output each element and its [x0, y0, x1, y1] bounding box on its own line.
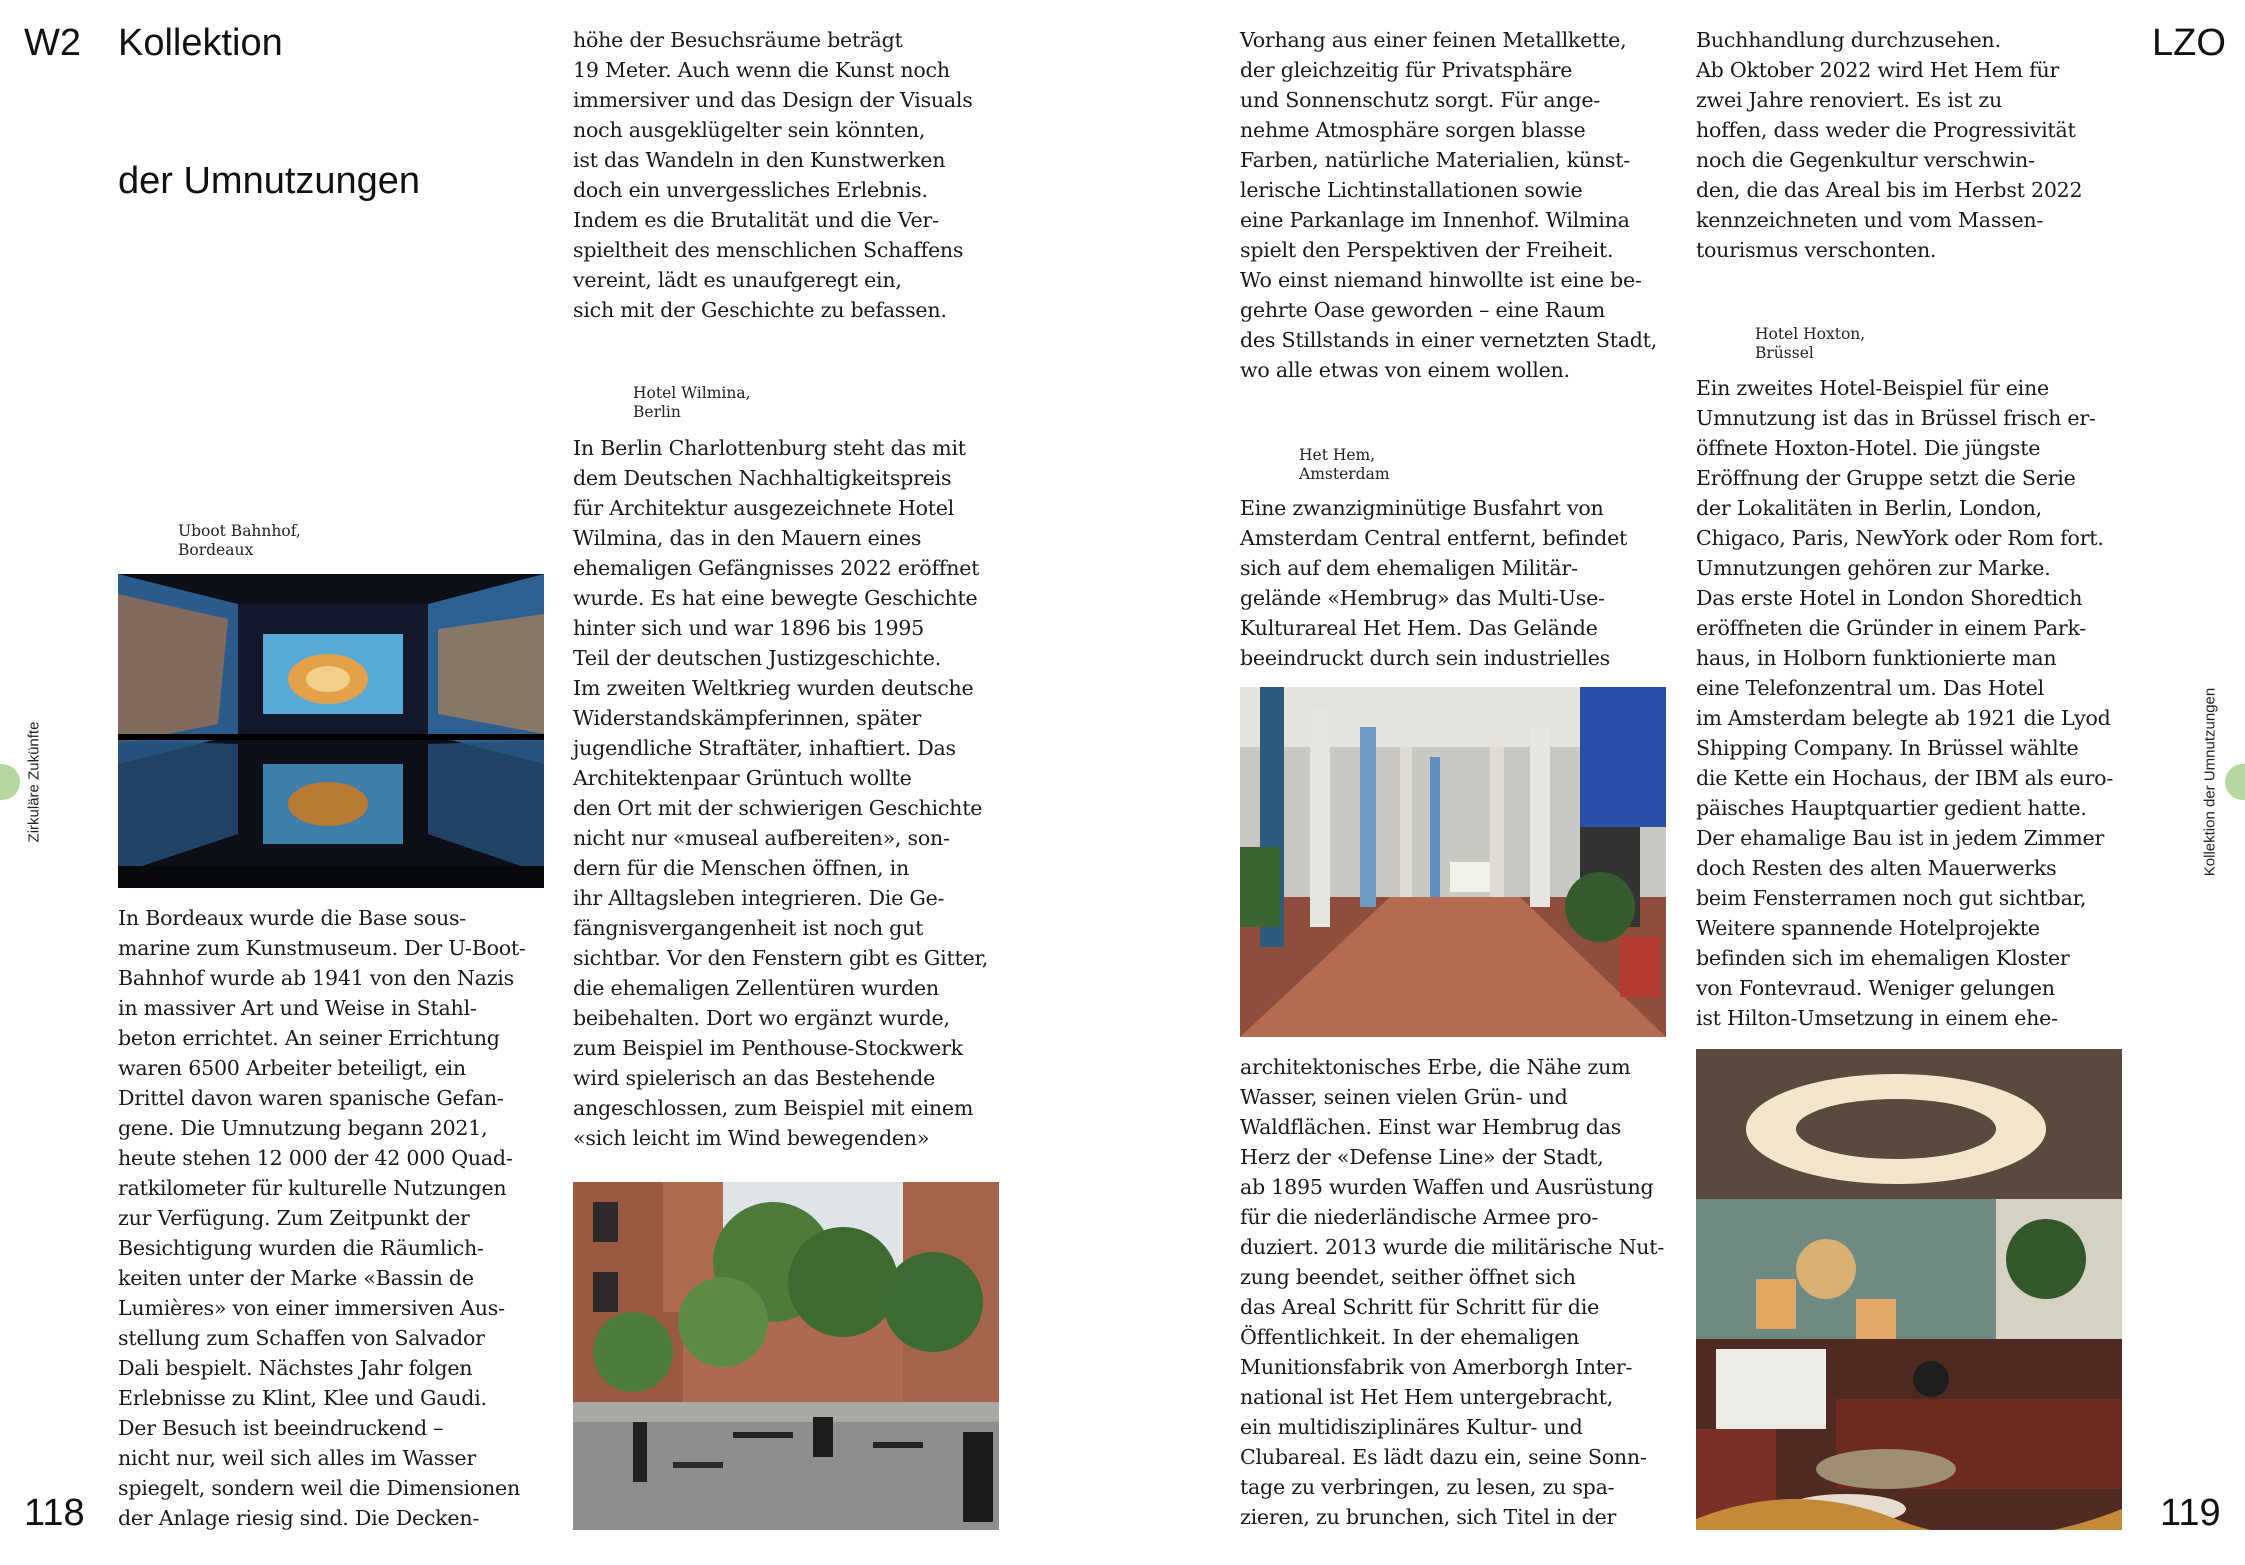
section-code-right: LZO	[2152, 22, 2226, 64]
text-column-3-top: Vorhang aus einer feinen Metallkette, der gleichzeitig für Privatsphäre und Sonnenschutz sorgt. Für ange- nehme Atmosphäre sorgen blasse Farben, natürliche Materialien, künst- lerische Lichtinstallationen sowie eine Parkanlage im Innenhof. Wilmina spielt den Perspektiven der Freiheit. Wo einst niemand hinwollte ist eine be- gehrte Oase geworden – eine Raum des Stillstands in einer vernetzten Stadt, wo alle etwas von einem wollen.	[1240, 28, 1658, 382]
photo-caption-hoxton: Hotel Hoxton, Brüssel	[1755, 325, 1866, 362]
photo-het-hem-hall	[1240, 687, 1666, 1037]
photo-caption-het-hem: Het Hem, Amsterdam	[1299, 446, 1390, 483]
text-column-3-bottom: architektonisches Erbe, die Nähe zum Wasser, seinen vielen Grün- und Waldflächen. Einst war Hembrug das Herz der «Defense Line» der Stadt, ab 1895 wurden Waffen und Ausrüstung für die niederländische Armee pro- duziert. 2013 wurde die militärische Nut- zung beendet, seither öffnet sich das Areal Schritt für Schritt für die Öffentlichkeit. In der ehemaligen Munitionsfabrik von Amerborgh Inter- national ist Het Hem untergebracht, ein multidisziplinäres Kultur- und Clubareal. Es lädt dazu ein, seine Sonn- tage zu verbringen, zu lesen, zu spa- zieren, zu brunchen, sich Titel in der	[1240, 1055, 1665, 1529]
text-column-2-bottom: In Berlin Charlottenburg steht das mit dem Deutschen Nachhaltigkeitspreis für Architektur ausgezeichnete Hotel Wilmina, das in den Mauern eines ehemaligen Gefängnisses 2022 eröffnet wurde. Es hat eine bewegte Geschichte hinter sich und war 1896 bis 1995 Teil der deutschen Justizgeschichte. Im zweiten Weltkrieg wurden deutsche Widerstandskämpferinnen, später jugendliche Straftäter, inhaftiert. Das Architektenpaar Grüntuch wollte den Ort mit der schwierigen Geschichte nicht nur «museal aufbereiten», son- dern für die Menschen öffnen, in ihr Alltagsleben integrieren. Die Ge- fängnisvergangenheit ist noch gut sichtbar. Vor den Fenstern gibt es Gitter, die ehemaligen Zellentüren wurden beibehalten. Dort wo ergänzt wurde, zum Beispiel im Penthouse-Stockwerk wird spielerisch an das Bestehende angeschlossen, zum Beispiel mit einem «sich leicht im Wind bewegenden»	[573, 436, 989, 1150]
section-code-left: W2	[24, 22, 81, 64]
photo-hotel-wilmina-courtyard	[573, 1182, 999, 1530]
side-tab-left	[0, 764, 20, 800]
side-label-right: Kollektion der Umnutzungen	[2201, 687, 2219, 877]
page-number-left: 118	[24, 1492, 85, 1534]
page-number-right: 119	[2160, 1492, 2221, 1534]
photo-caption-wilmina: Hotel Wilmina, Berlin	[633, 384, 751, 421]
photo-hotel-hoxton-lobby	[1696, 1049, 2122, 1530]
text-column-1: In Bordeaux wurde die Base sous- marine zum Kunstmuseum. Der U-Boot- Bahnhof wurde ab 1941 von den Nazis in massiver Art und Weise in Stahl- beton errichtet. An seiner Errichtung waren 6500 Arbeiter beteiligt, ein Drittel davon waren spanische Gefan- gene. Die Umnutzung begann 2021, heute stehen 12 000 der 42 000 Quad- ratkilometer für kulturelle Nutzungen zur Verfügung. Zum Zeitpunkt der Besichtigung wurden die Räumlich- keiten unter der Marke «Bassin de Lumières» von einer immersiven Aus- stellung zum Schaffen von Salvador Dali bespielt. Nächstes Jahr folgen Erlebnisse zu Klint, Klee und Gaudi. Der Besuch ist beeindruckend – nicht nur, weil sich alles im Wasser spiegelt, sondern weil die Dimensionen der Anlage riesig sind. Die Decken-	[118, 906, 526, 1530]
section-subtitle: der Umnutzungen	[118, 160, 421, 202]
section-title: Kollektion	[118, 22, 283, 64]
text-column-4-top: Buchhandlung durchzusehen. Ab Oktober 2022 wird Het Hem für zwei Jahre renoviert. Es ist zu hoffen, dass weder die Progressivität noch die Gegenkultur verschwin- den, die das Areal bis im Herbst 2022 kennzeichneten und vom Massen- tourismus verschonten.	[1696, 28, 2083, 262]
photo-bassin-de-lumieres	[118, 574, 544, 888]
side-tab-right	[2225, 764, 2245, 800]
text-column-4-bottom: Ein zweites Hotel-Beispiel für eine Umnutzung ist das in Brüssel frisch er- öffnete Hoxton-Hotel. Die jüngste Eröffnung der Gruppe setzt die Serie der Lokalitäten in Berlin, London, Chigaco, Paris, NewYork oder Rom fort. Umnutzungen gehören zur Marke. Das erste Hotel in London Shoredtich eröffneten die Gründer in einem Park- haus, in Holborn funktionierte man eine Telefonzentral um. Das Hotel im Amsterdam belegte ab 1921 die Lyod Shipping Company. In Brüssel wählte die Kette ein Hochaus, der IBM als euro- päisches Hauptquartier gedient hatte. Der ehamalige Bau ist in jedem Zimmer doch Resten des alten Mauerwerks beim Fensterramen noch gut sichtbar, Weitere spannende Hotelprojekte befinden sich im ehemaligen Kloster von Fontevraud. Weniger gelungen ist Hilton-Umsetzung in einem ehe-	[1696, 376, 2114, 1030]
photo-caption-bordeaux: Uboot Bahnhof, Bordeaux	[178, 522, 301, 559]
text-column-2-top: höhe der Besuchsräume beträgt 19 Meter. Auch wenn die Kunst noch immersiver und das Design der Visuals noch ausgeklügelter sein könnten, ist das Wandeln in den Kunstwerken doch ein unvergessliches Erlebnis. Indem es die Brutalität und die Ver- spieltheit des menschlichen Schaffens vereint, lädt es unaufgeregt ein, sich mit der Geschichte zu befassen.	[573, 28, 973, 322]
text-column-3-mid: Eine zwanzigminütige Busfahrt von Amsterdam Central entfernt, befindet sich auf dem ehemaligen Militär- gelände «Hembrug» das Multi-Use- Kulturareal Het Hem. Das Gelände beeindruckt durch sein industrielles	[1240, 496, 1628, 670]
side-label-left: Zirkuläre Zukünfte	[25, 721, 43, 843]
